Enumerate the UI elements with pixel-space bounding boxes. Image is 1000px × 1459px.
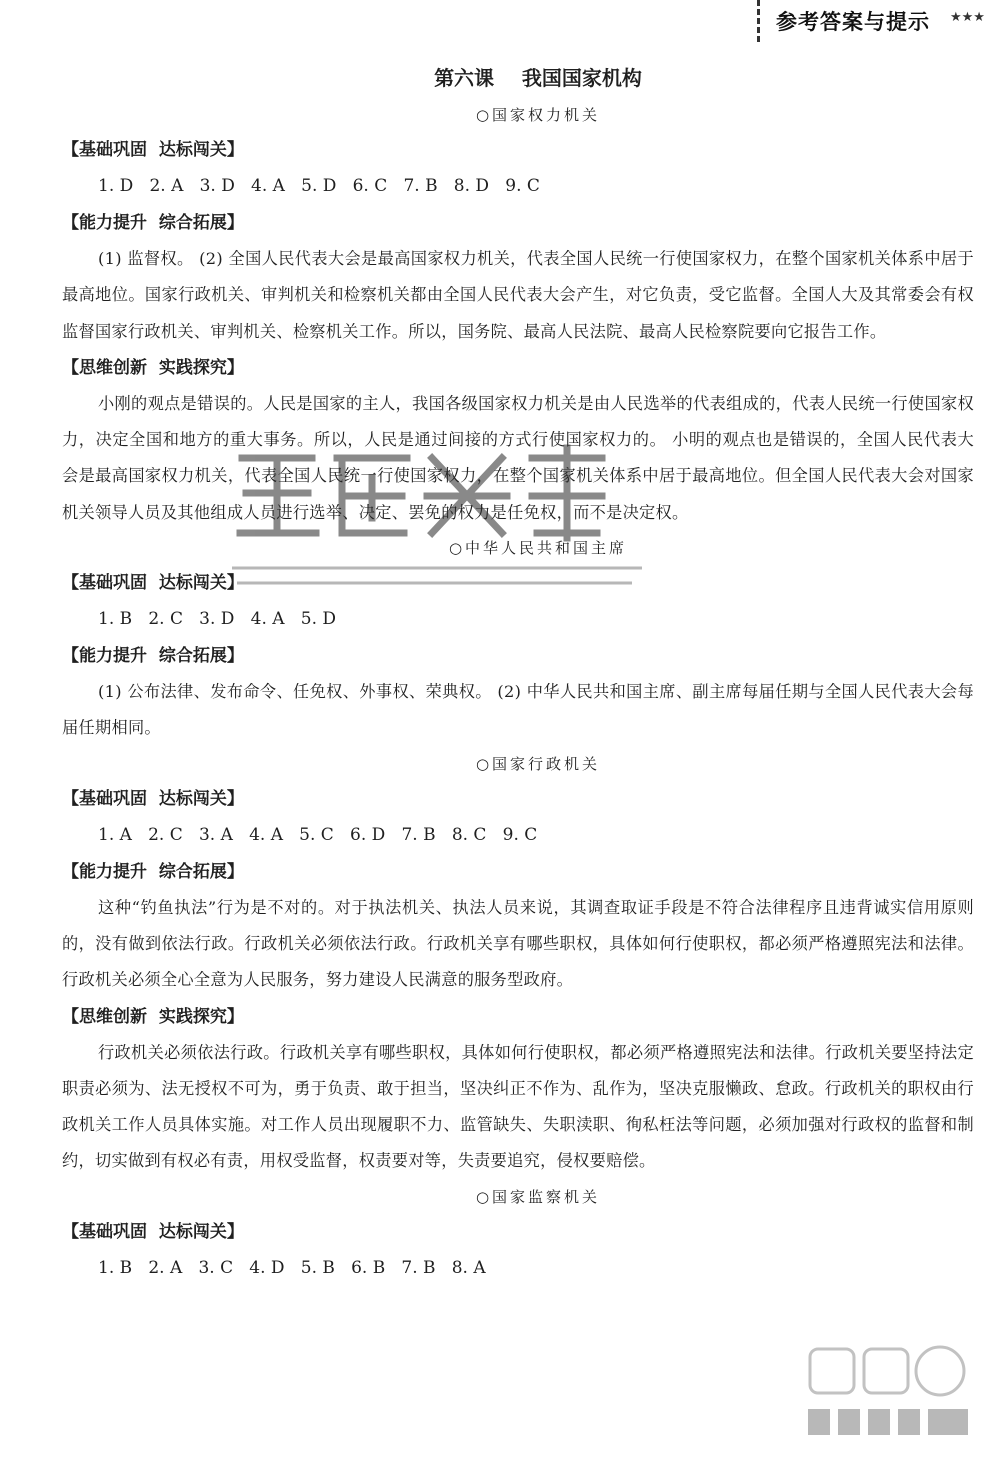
answer-key: 1. B 2. C 3. D 4. A 5. D: [98, 609, 336, 630]
page-content: [62, 60, 974, 1287]
block-heading-basic: 【基础巩固 达标闯关】: [62, 788, 244, 809]
answer-paragraph: 小刚的观点是错误的。人民是国家的主人，我国各级国家权力机关是由人民选举的代表组成的，代表人民统一行使国家权力，决定全国和地方的重大事务。所以，人民是通过间接的方式行使国家权力的。 小明的观点也是错误的，全国人民代表大会是最高国家权力机关，代表全国人民统一行使国家权力，在整个国家机关体系中居于最高地位。但全国人民代表大会对国家机关领导人员及其他组成人员进行选举、决定、罢免的权力是任免权，而不是决定权。: [62, 393, 974, 522]
block-heading-ability: 【能力提升 综合拓展】: [62, 861, 244, 882]
block-heading-innovation: 【思维创新 实践探究】: [62, 357, 244, 378]
block-heading-basic: 【基础巩固 达标闯关】: [62, 140, 244, 160]
block-heading-basic: 【基础巩固 达标闯关】: [62, 573, 244, 594]
block-heading-basic: 【基础巩固 达标闯关】: [62, 1221, 244, 1242]
section-title-president: ○中华人民共和国主席: [448, 539, 628, 558]
page-header-tab: [757, 0, 1000, 42]
answer-key: 1. D 2. A 3. D 4. A 5. D 6. C 7. B 8. D 9. C: [98, 176, 540, 196]
site-logo: [800, 1341, 980, 1451]
answer-paragraph: 这种“钓鱼执法”行为是不对的。对于执法机关、执法人员来说，其调查取证手段是不符合法律程序且违背诚实信用原则的，没有做到依法行政。行政机关必须依法行政。行政机关享有哪些职权，具体如何行使职权，都必须严格遵照宪法和法律。行政机关必须全心全意为人民服务，努力建设人民满意的服务型政府。: [62, 897, 974, 990]
answer-paragraph: (1) 监督权。 (2) 全国人民代表大会是最高国家权力机关，代表全国人民统一行使国家权力，在整个国家机关体系中居于最高地位。国家行政机关、审判机关和检察机关都由全国人民代表大会产生，对它负责，受它监督。全国人大及其常委会有权监督国家行政机关、审判机关、检察机关工作。所以，国务院、最高人民法院、最高人民检察院要向它报告工作。: [62, 249, 974, 341]
block-heading-ability: 【能力提升 综合拓展】: [62, 213, 244, 233]
answer-paragraph: 行政机关必须依法行政。行政机关享有哪些职权，具体如何行使职权，都必须严格遵照宪法和法律。行政机关要坚持法定职责必须为、法无授权不可为，勇于负责、敢于担当，坚决纠正不作为、乱作为，坚决克服懒政、怠政。行政机关的职权由行政机关工作人员具体实施。对工作人员出现履职不力、监管缺失、失职渎职、徇私枉法等问题，必须加强对行政权的监督和制约，切实做到有权必有责，用权受监督，权责要对等，失责要追究，侵权要赔偿。: [62, 1042, 974, 1171]
block-heading-innovation: 【思维创新 实践探究】: [62, 1006, 244, 1027]
section-title-power-organ: ○国家权力机关: [475, 106, 601, 124]
answer-key: 1. A 2. C 3. A 4. A 5. C 6. D 7. B 8. C 9. C: [98, 824, 538, 845]
header-stars: ★★★: [950, 10, 985, 25]
answer-paragraph: (1) 公布法律、发布命令、任免权、外事权、荣典权。 (2) 中华人民共和国主席、副主席每届任期与全国人民代表大会每届任期相同。: [62, 682, 974, 738]
section-title-administrative-organ: ○国家行政机关: [475, 754, 601, 773]
section-title-supervisory-organ: ○国家监察机关: [475, 1187, 601, 1206]
header-title: 参考答案与提示: [776, 10, 930, 34]
block-heading-ability: 【能力提升 综合拓展】: [62, 646, 244, 667]
lesson-title: 第六课 我国国家机构: [434, 66, 642, 90]
answer-key: 1. B 2. A 3. C 4. D 5. B 6. B 7. B 8. A: [98, 1257, 486, 1278]
